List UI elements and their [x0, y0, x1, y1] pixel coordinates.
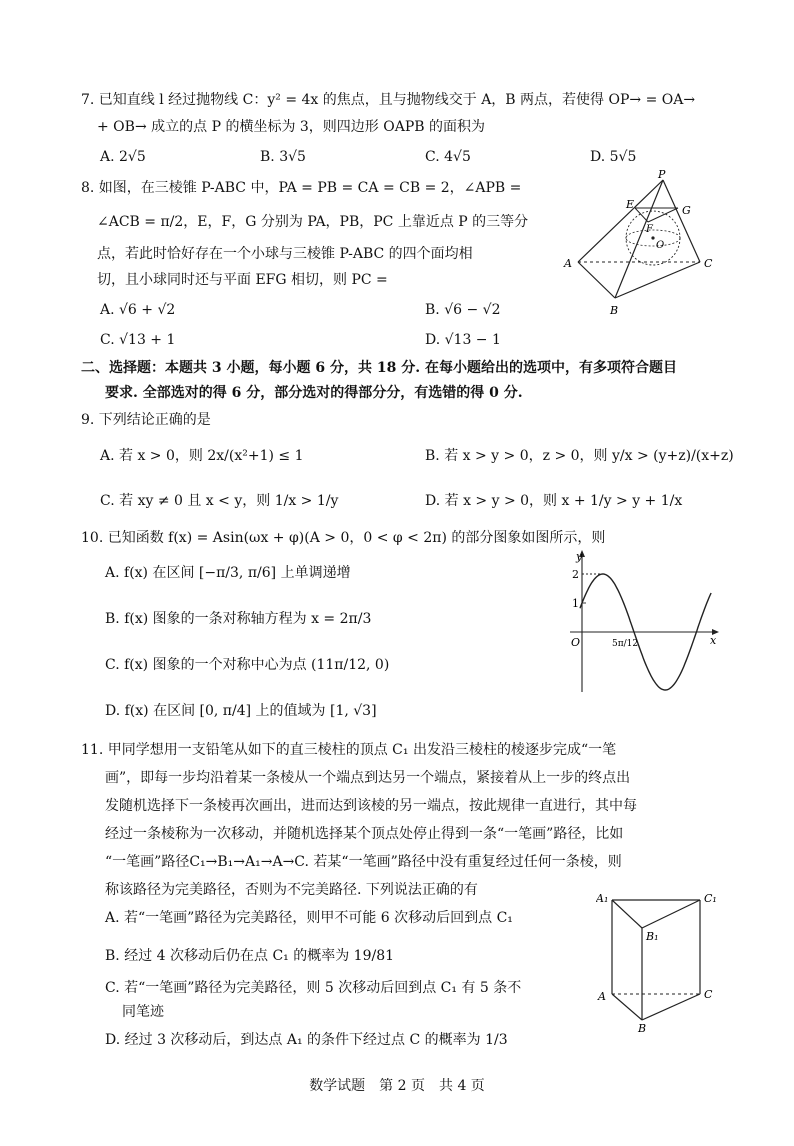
q11-option-d: D. 经过 3 次移动后，到达点 A₁ 的条件下经过点 C 的概率为 1/3	[105, 1032, 508, 1048]
prism-figure	[596, 884, 726, 1034]
graph-label-5pi12: 5π/12	[612, 639, 639, 649]
q10-option-b: B. f(x) 图象的一条对称轴方程为 x = 2π/3	[105, 611, 372, 627]
q8-line3: 点，若此时恰好存在一个小球与三棱锥 P-ABC 的四个面均相	[97, 246, 473, 262]
prism-label-c: C	[704, 988, 713, 1001]
q7-option-b: B. 3√5	[260, 149, 306, 165]
graph-label-y: y	[576, 550, 583, 563]
graph-label-2: 2	[572, 568, 579, 581]
prism-label-a: A	[598, 990, 606, 1003]
q7-line1: 7. 已知直线 l 经过抛物线 C：y² = 4x 的焦点，且与抛物线交于 A，B 两点，若使得 OP→ = OA→	[81, 92, 696, 108]
graph-label-o: O	[571, 636, 581, 649]
q11-line6: 称该路径为完美路径，否则为不完美路径. 下列说法正确的有	[105, 882, 478, 898]
q9-option-d: D. 若 x > y > 0，则 x + 1/y > y + 1/x	[425, 493, 683, 509]
q11-line4: 经过一条棱称为一次移动，并随机选择某个顶点处停止得到一条“一笔画”路径，比如	[105, 826, 624, 842]
q8-option-c: C. √13 + 1	[100, 332, 176, 348]
label-g: G	[682, 204, 691, 217]
q9-option-b: B. 若 x > y > 0，z > 0，则 y/x > (y+z)/(x+z)	[425, 448, 734, 464]
label-f: F	[646, 224, 653, 235]
q8-option-b: B. √6 − √2	[425, 302, 501, 318]
q10-option-d: D. f(x) 在区间 [0, π/4] 上的值域为 [1, √3]	[105, 703, 377, 719]
q11-option-c: C. 若“一笔画”路径为完美路径，则 5 次移动后回到点 C₁ 有 5 条不	[105, 980, 522, 996]
q7-option-c: C. 4√5	[425, 149, 471, 165]
q7-option-a: A. 2√5	[100, 149, 146, 165]
q11-option-c-cont: 同笔迹	[122, 1004, 164, 1020]
q8-line4: 切，且小球同时还与平面 EFG 相切，则 PC =	[97, 272, 388, 288]
tetrahedron-figure	[560, 170, 730, 320]
q11-line1: 11. 甲同学想用一支铅笔从如下的直三棱柱的顶点 C₁ 出发沿三棱柱的棱逐步完成“一笔	[81, 742, 617, 758]
label-a: A	[564, 257, 572, 270]
label-o: O	[656, 240, 665, 251]
label-c: C	[704, 257, 713, 270]
page-footer: 数学试题 第 2 页 共 4 页	[309, 1078, 485, 1094]
q9-option-c: C. 若 xy ≠ 0 且 x < y，则 1/x > 1/y	[100, 493, 339, 509]
q9-stem: 9. 下列结论正确的是	[81, 412, 211, 428]
sine-graph	[566, 548, 726, 698]
label-b: B	[610, 304, 619, 317]
prism-label-b: B	[638, 1022, 647, 1034]
q10-option-a: A. f(x) 在区间 [−π/3, π/6] 上单调递增	[105, 565, 351, 581]
q8-line1: 8. 如图，在三棱锥 P-ABC 中，PA = PB = CA = CB = 2，∠APB =	[81, 180, 522, 196]
q10-option-c: C. f(x) 图象的一个对称中心为点 (11π/12, 0)	[105, 657, 390, 673]
q8-line2: ∠ACB = π/2，E，F，G 分别为 PA，PB，PC 上靠近点 P 的三等分	[97, 214, 529, 230]
graph-label-1: 1	[572, 597, 579, 610]
q11-option-a: A. 若“一笔画”路径为完美路径，则甲不可能 6 次移动后回到点 C₁	[105, 910, 513, 926]
q8-option-a: A. √6 + √2	[100, 302, 176, 318]
q11-option-b: B. 经过 4 次移动后仍在点 C₁ 的概率为 19/81	[105, 948, 395, 964]
q8-option-d: D. √13 − 1	[425, 332, 501, 348]
section2-line2: 要求. 全部选对的得 6 分，部分选对的得部分分，有选错的得 0 分.	[105, 385, 523, 401]
q7-option-d: D. 5√5	[590, 149, 637, 165]
q7-line2: + OB→ 成立的点 P 的横坐标为 3，则四边形 OAPB 的面积为	[97, 119, 485, 135]
prism-label-b1: B₁	[646, 930, 659, 943]
graph-label-x: x	[710, 634, 717, 647]
q11-line3: 发随机选择下一条棱再次画出，进而达到该棱的另一端点，按此规律一直进行，其中每	[105, 798, 637, 814]
section2-line1: 二、选择题：本题共 3 小题，每小题 6 分，共 18 分. 在每小题给出的选项中，有多项符合题目	[81, 360, 677, 376]
q11-line2: 画”，即每一步均沿着某一条棱从一个端点到达另一个端点，紧接着从上一步的终点出	[105, 770, 631, 786]
label-e: E	[626, 198, 635, 211]
q11-line5: “一笔画”路径C₁→B₁→A₁→A→C. 若某“一笔画”路径中没有重复经过任何一条棱，则	[105, 854, 622, 870]
prism-label-a1: A₁	[596, 892, 609, 905]
prism-label-c1: C₁	[704, 892, 717, 905]
q9-option-a: A. 若 x > 0，则 2x/(x²+1) ≤ 1	[100, 448, 304, 464]
q10-stem: 10. 已知函数 f(x) = Asin(ωx + φ)(A > 0，0 < φ < 2π) 的部分图象如图所示，则	[81, 530, 606, 546]
label-p: P	[658, 170, 666, 181]
